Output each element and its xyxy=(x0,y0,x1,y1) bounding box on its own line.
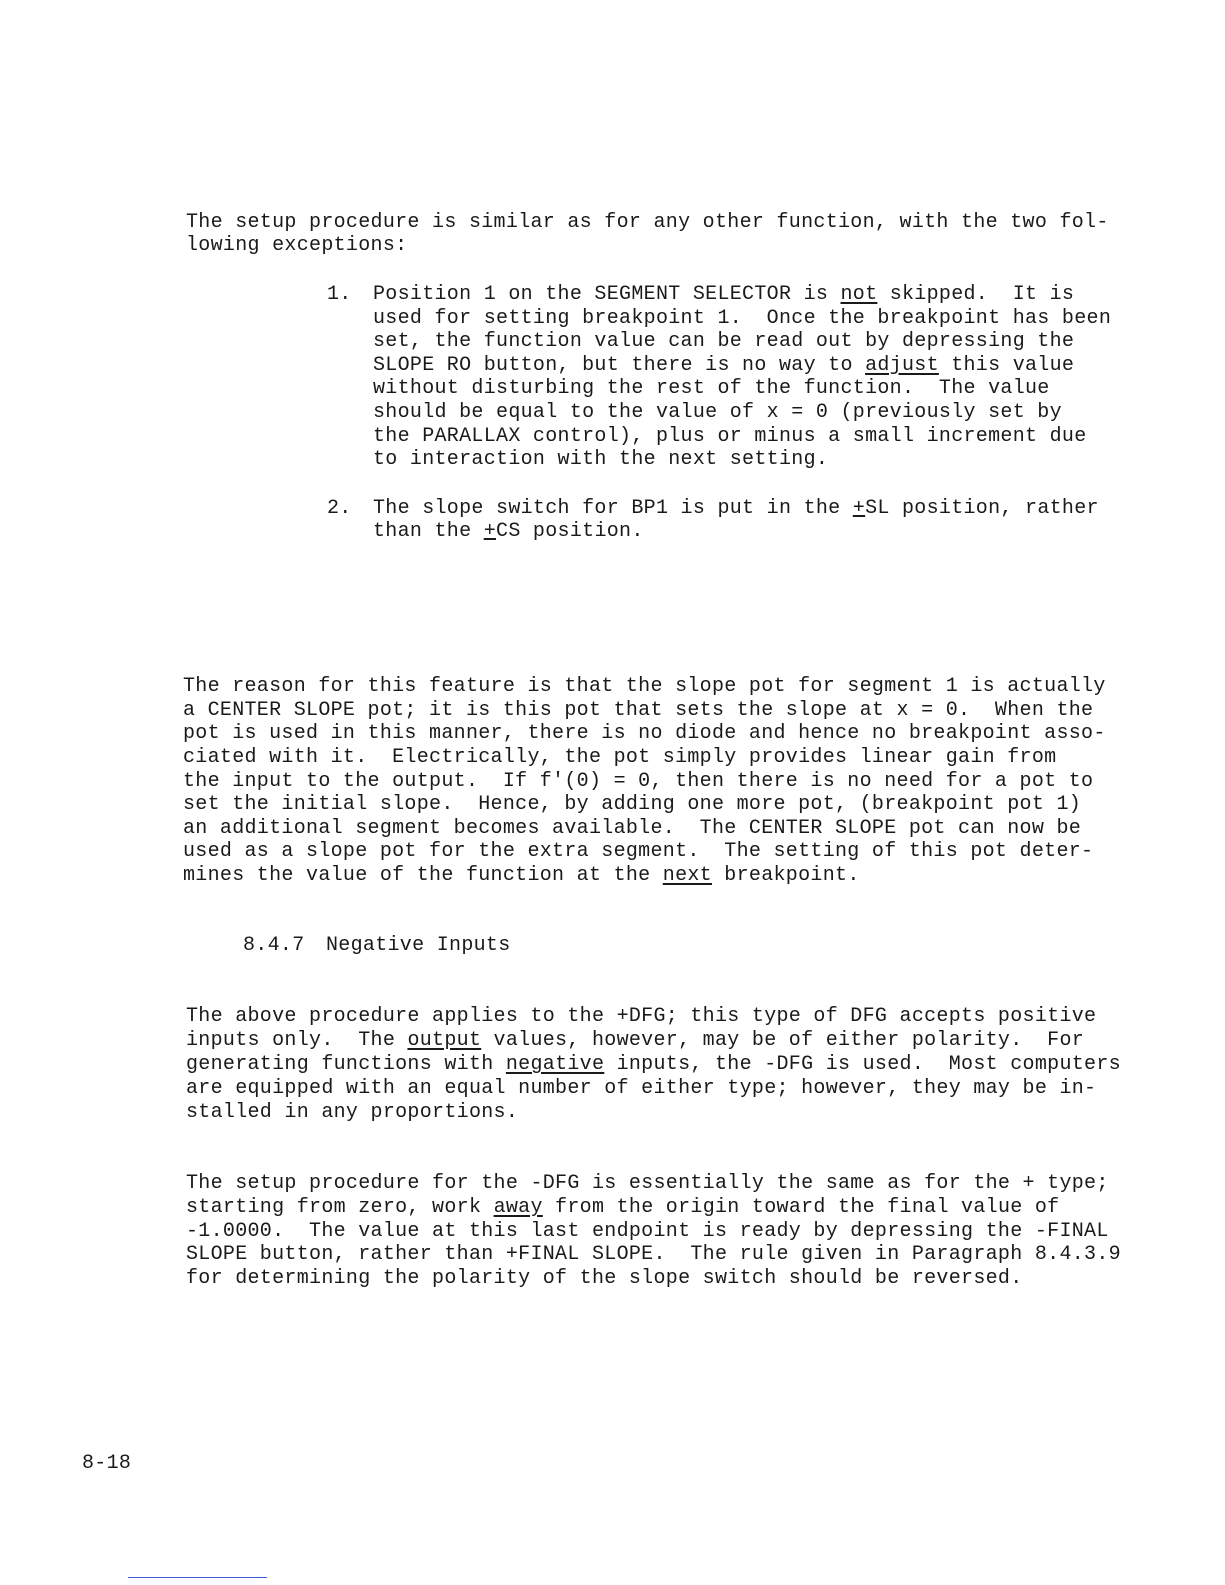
item-1-number: 1. xyxy=(327,283,352,306)
item-1-line-5: without disturbing the rest of the function. The value xyxy=(373,377,1050,400)
item-2-number: 2. xyxy=(327,497,352,520)
plus-minus-symbol: + xyxy=(852,497,866,520)
page-number: 8-18 xyxy=(82,1452,132,1475)
para-2-line-2: a CENTER SLOPE pot; it is this pot that sets the slope at x = 0. When the xyxy=(183,699,1094,722)
item-1-line-1: Position 1 on the SEGMENT SELECTOR is not skipped. It is xyxy=(373,283,1075,306)
section-title: Negative Inputs xyxy=(326,934,511,957)
para-3-line-2: inputs only. The output values, however, may be of either polarity. For xyxy=(186,1029,1085,1052)
item-2-line-1: The slope switch for BP1 is put in the +SL position, rather xyxy=(373,497,1099,520)
para-2-line-1: The reason for this feature is that the slope pot for segment 1 is actually xyxy=(183,675,1106,698)
para-4-line-4: SLOPE button, rather than +FINAL SLOPE. The rule given in Paragraph 8.4.3.9 xyxy=(186,1243,1121,1266)
para-2-line-4: ciated with it. Electrically, the pot simply provides linear gain from xyxy=(183,746,1057,769)
item-1-line-2: used for setting breakpoint 1. Once the breakpoint has been xyxy=(373,307,1112,330)
item-2-line-2: than the +CS position. xyxy=(373,520,644,543)
para-2-line-8: used as a slope pot for the extra segment. The setting of this pot deter- xyxy=(183,840,1094,863)
item-1-line-4: SLOPE RO button, but there is no way to adjust this value xyxy=(373,354,1075,377)
para-3-line-1: The above procedure applies to the +DFG; this type of DFG accepts positive xyxy=(186,1005,1097,1028)
item-1-line-7: the PARALLAX control), plus or minus a small increment due xyxy=(373,425,1087,448)
para-3-line-5: stalled in any proportions. xyxy=(186,1101,519,1124)
plus-minus-symbol: + xyxy=(483,520,497,543)
para-2-line-9: mines the value of the function at the next breakpoint. xyxy=(183,864,860,887)
item-1-line-6: should be equal to the value of x = 0 (previously set by xyxy=(373,401,1062,424)
item-1-line-8: to interaction with the next setting. xyxy=(373,448,829,471)
intro-line-1: The setup procedure is similar as for any other function, with the two fol- xyxy=(186,211,1109,234)
para-4-line-1: The setup procedure for the -DFG is essentially the same as for the + type; xyxy=(186,1172,1109,1195)
para-4-line-2: starting from zero, work away from the origin toward the final value of xyxy=(186,1196,1060,1219)
para-4-line-3: -1.0000. The value at this last endpoint is ready by depressing the -FINAL xyxy=(186,1220,1109,1243)
para-3-line-3: generating functions with negative inputs, the -DFG is used. Most computers xyxy=(186,1053,1121,1076)
para-3-line-4: are equipped with an equal number of either type; however, they may be in- xyxy=(186,1077,1097,1100)
para-2-line-3: pot is used in this manner, there is no diode and hence no breakpoint asso- xyxy=(183,722,1106,745)
section-number: 8.4.7 xyxy=(243,934,305,957)
para-2-line-5: the input to the output. If f'(0) = 0, then there is no need for a pot to xyxy=(183,770,1094,793)
bottom-divider xyxy=(128,1577,267,1578)
para-2-line-7: an additional segment becomes available. The CENTER SLOPE pot can now be xyxy=(183,817,1082,840)
para-2-line-6: set the initial slope. Hence, by adding one more pot, (breakpoint pot 1) xyxy=(183,793,1082,816)
item-1-line-3: set, the function value can be read out by depressing the xyxy=(373,330,1075,353)
intro-line-2: lowing exceptions: xyxy=(186,234,408,257)
para-4-line-5: for determining the polarity of the slope switch should be reversed. xyxy=(186,1267,1023,1290)
